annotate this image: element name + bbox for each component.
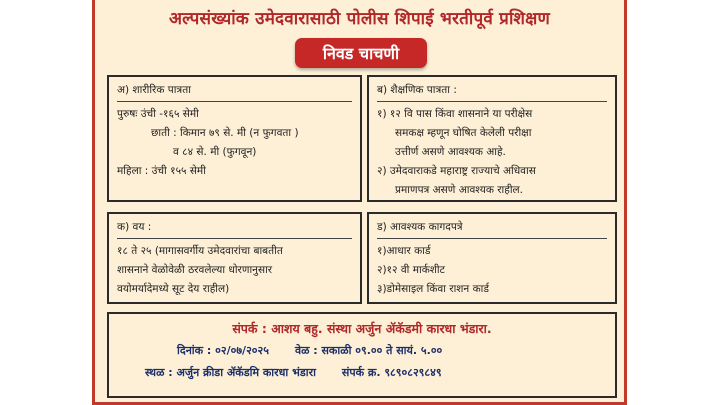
poster-title: अल्पसंख्यांक उमेदवारासाठी पोलीस शिपाई भरतीपूर्व प्रशिक्षण (168, 9, 551, 29)
chest-unexpanded: छाती : किमान ७९ से. मी (न फुगवता ) (151, 127, 299, 139)
physical-eligibility-box (107, 75, 362, 202)
education-item1-line2: समकक्ष म्हणून घोषित केलेली परीक्षा (395, 127, 532, 139)
chest-expanded: व ८४ से. मी (फुगवून) (173, 146, 257, 158)
age-line1: १८ ते २५ (मागासवर्गीय उमेदवारांचा बाबतीत (117, 245, 283, 257)
education-eligibility-box (367, 75, 617, 202)
venue-phone-line (109, 362, 615, 384)
education-item2-line1: २) उमेदवाराकडे महाराष्ट्र राज्याचे अधिवास (377, 165, 536, 177)
poster (92, 0, 627, 405)
education-item2-line2: प्रमाणपत्र असणे आवश्यक राहील. (395, 184, 523, 196)
document-item: ३)डोमेसाइल किंवा राशन कार्ड (377, 283, 490, 295)
education-item1-line1: १) १२ वि पास किंवा शासनाने या परीक्षेस (377, 108, 533, 120)
contact-box (107, 312, 617, 398)
event-venue: स्थळ : अर्जुन क्रीडा ॲकॅडमि कारधा भंडारा (145, 366, 316, 379)
contact-organization: संपर्क : आशय बहु. संस्था अर्जुन ॲकॅडमी कारधा भंडारा. (232, 321, 492, 336)
age-line3: वयोमर्यादेमध्ये सूट देय राहील) (117, 283, 230, 295)
date-time-line (109, 340, 615, 362)
education-item1-line3: उत्तीर्ण असणे आवश्यक आहे. (395, 146, 506, 158)
event-time: वेळ : सकाळी ०९.०० ते सायं. ५.०० (294, 344, 443, 357)
male-height: पुरुषः उंची -१६५ सेमी (117, 108, 199, 120)
age-box (107, 212, 362, 304)
documents-heading: ड) आवश्यक कागदपत्रे (377, 218, 607, 239)
event-date: दिनांक : ०२/०७/२०२५ (177, 344, 269, 357)
selection-test-badge: निवड चाचणी (295, 38, 427, 68)
age-line2: शासनाने वेळोवेळी ठरवलेल्या धोरणानुसार (117, 264, 273, 276)
document-item: १)आधार कार्ड (377, 245, 431, 257)
age-heading: क) वय : (117, 218, 352, 239)
physical-heading: अ) शारीरिक पात्रता (117, 81, 352, 102)
contact-phone: संपर्क क्र. ९८९०८२९८४९ (341, 366, 442, 379)
document-item: २)१२ वी मार्कशीट (377, 264, 445, 276)
documents-box (367, 212, 617, 304)
female-height: महिला : उंची १५५ सेमी (117, 165, 206, 177)
education-heading: ब) शैक्षणिक पात्रता : (377, 81, 607, 102)
